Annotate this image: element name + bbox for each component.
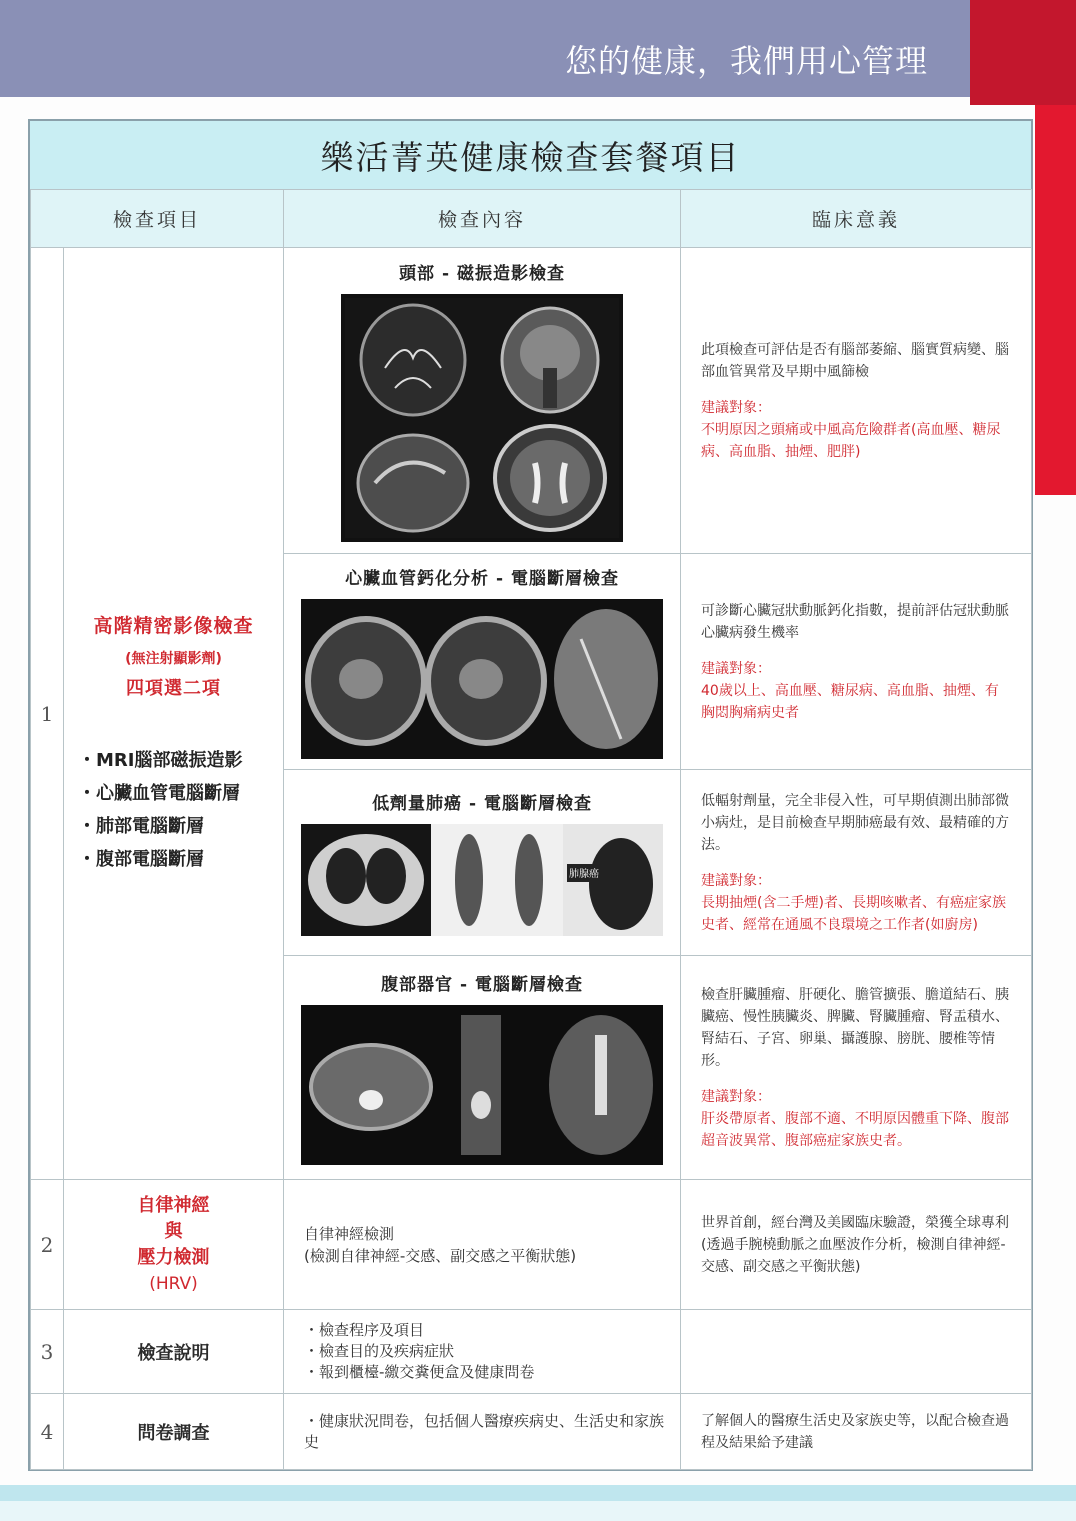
section-title: 腹部器官 - 電腦斷層檢查 [381, 975, 583, 995]
mri-meaning-cell [681, 248, 1032, 554]
heart-meaning-cell [681, 554, 1032, 770]
hrv-content-cell [284, 1180, 681, 1310]
lung-meaning-cell [681, 770, 1032, 956]
footer-band [0, 1485, 1076, 1501]
list-item: ・檢查目的及疾病症狀 [304, 1342, 455, 1360]
table-header-row [31, 190, 1032, 248]
col-header-item: 檢查項目 [31, 190, 284, 248]
recommend-heading: 建議對象： [701, 1088, 772, 1105]
row-number: 1 [31, 248, 64, 1180]
row-number: 3 [31, 1310, 64, 1394]
package-panel [28, 119, 1033, 1471]
red-side-bar [1035, 105, 1076, 495]
list-item: ・腹部電腦斷層 [78, 849, 204, 870]
heart-content-cell [284, 554, 681, 770]
content-line: 自律神經檢測 [304, 1224, 395, 1243]
section-description: 世界首創，經台灣及美國臨床驗證，榮獲全球專利(透過手腕橈動脈之血壓波作分析，檢測自律神經-交感、副交感之平衡狀態) [701, 1214, 1010, 1275]
recommend-heading: 建議對象： [701, 872, 772, 889]
abdomen-meaning-cell [681, 956, 1032, 1180]
mri-content-cell [284, 248, 681, 554]
survey-content-cell [284, 1394, 681, 1470]
table-row [31, 248, 1032, 554]
imaging-category [64, 248, 284, 1180]
survey-category: 問卷調查 [64, 1394, 284, 1470]
section-title: 心臟血管鈣化分析 - 電腦斷層檢查 [345, 569, 619, 589]
section-description: 檢查肝臟腫瘤、肝硬化、膽管擴張、膽道結石、胰臟癌、慢性胰臟炎、脾臟、腎臟腫瘤、腎盂積水、腎結石、子宮、卵巢、攝護腺、膀胱、腰椎等情形。 [701, 986, 1010, 1069]
explain-meaning-cell [681, 1310, 1032, 1394]
header-slogan: 您的健康，我們用心管理 [564, 42, 928, 80]
recommend-heading: 建議對象： [701, 399, 772, 416]
abdomen-content-cell [284, 956, 681, 1180]
section-description: 可診斷心臟冠狀動脈鈣化指數，提前評估冠狀動脈心臟病發生機率 [701, 602, 1010, 641]
lung-ct-image [301, 824, 663, 936]
hrv-meaning-cell [681, 1180, 1032, 1310]
col-header-content: 檢查內容 [284, 190, 681, 248]
category-title: 自律神經 [137, 1194, 210, 1216]
content-line: ・健康狀況問卷，包括個人醫療疾病史、生活史和家族史 [304, 1411, 665, 1451]
explain-category: 檢查說明 [64, 1310, 284, 1394]
recommend-text: 不明原因之頭痛或中風高危險群者(高血壓、糖尿病、高血脂、抽煙、肥胖) [701, 421, 1001, 460]
table-row [31, 1310, 1032, 1394]
table-row [31, 1180, 1032, 1310]
category-title: 高階精密影像檢查 [93, 615, 254, 637]
explain-content-cell [284, 1310, 681, 1394]
red-corner-strip [970, 0, 1076, 105]
category-choice: 四項選二項 [126, 678, 221, 699]
section-title: 頭部 - 磁振造影檢查 [399, 264, 565, 284]
recommend-text: 長期抽煙(含二手煙)者、長期咳嗽者、有癌症家族史者、經常在通風不良環境之工作者(如廚房) [701, 894, 1006, 933]
lung-content-cell [284, 770, 681, 956]
list-item: ・報到櫃檯-繳交糞便盒及健康問卷 [304, 1363, 535, 1381]
section-description: 低輻射劑量，完全非侵入性，可早期偵測出肺部微小病灶，是目前檢查早期肺癌最有效、最精確的方法。 [701, 792, 1010, 853]
list-item: ・心臟血管電腦斷層 [78, 783, 240, 804]
list-item: ・檢查程序及項目 [304, 1321, 425, 1339]
survey-meaning-cell [681, 1394, 1032, 1470]
abdomen-ct-image [301, 1005, 663, 1165]
content-line: (檢測自律神經-交感、副交感之平衡狀態) [304, 1246, 577, 1265]
table-row [31, 1394, 1032, 1470]
category-note: (HRV) [149, 1273, 198, 1294]
header-band [0, 0, 970, 97]
heart-ct-image [301, 599, 663, 759]
recommend-text: 40歲以上、高血壓、糖尿病、高血脂、抽煙、有胸悶胸痛病史者 [701, 682, 999, 721]
category-title: 與 [164, 1220, 183, 1242]
category-bullets [64, 744, 283, 876]
lung-image-label: 肺腺癌 [569, 869, 600, 880]
section-description: 了解個人的醫療生活史及家族史等，以配合檢查過程及結果給予建議 [701, 1412, 1010, 1451]
footer-band-light [0, 1501, 1076, 1521]
row-number: 4 [31, 1394, 64, 1470]
package-title: 樂活菁英健康檢查套餐項目 [30, 121, 1031, 190]
list-item: ・肺部電腦斷層 [78, 816, 204, 837]
section-title: 低劑量肺癌 - 電腦斷層檢查 [372, 794, 592, 814]
category-note: (無注射顯影劑) [125, 651, 222, 667]
brain-scan-image [345, 298, 619, 538]
section-description: 此項檢查可評估是否有腦部萎縮、腦實質病變、腦部血管異常及早期中風篩檢 [701, 341, 1010, 380]
exam-table [30, 189, 1032, 1470]
col-header-meaning: 臨床意義 [681, 190, 1032, 248]
category-title: 壓力檢測 [137, 1246, 210, 1268]
recommend-text: 肝炎帶原者、腹部不適、不明原因體重下降、腹部超音波異常、腹部癌症家族史者。 [701, 1110, 1010, 1149]
mri-image [341, 294, 623, 542]
row-number: 2 [31, 1180, 64, 1310]
recommend-heading: 建議對象： [701, 660, 772, 677]
hrv-category [64, 1180, 284, 1310]
list-item: ・MRI腦部磁振造影 [78, 750, 243, 771]
